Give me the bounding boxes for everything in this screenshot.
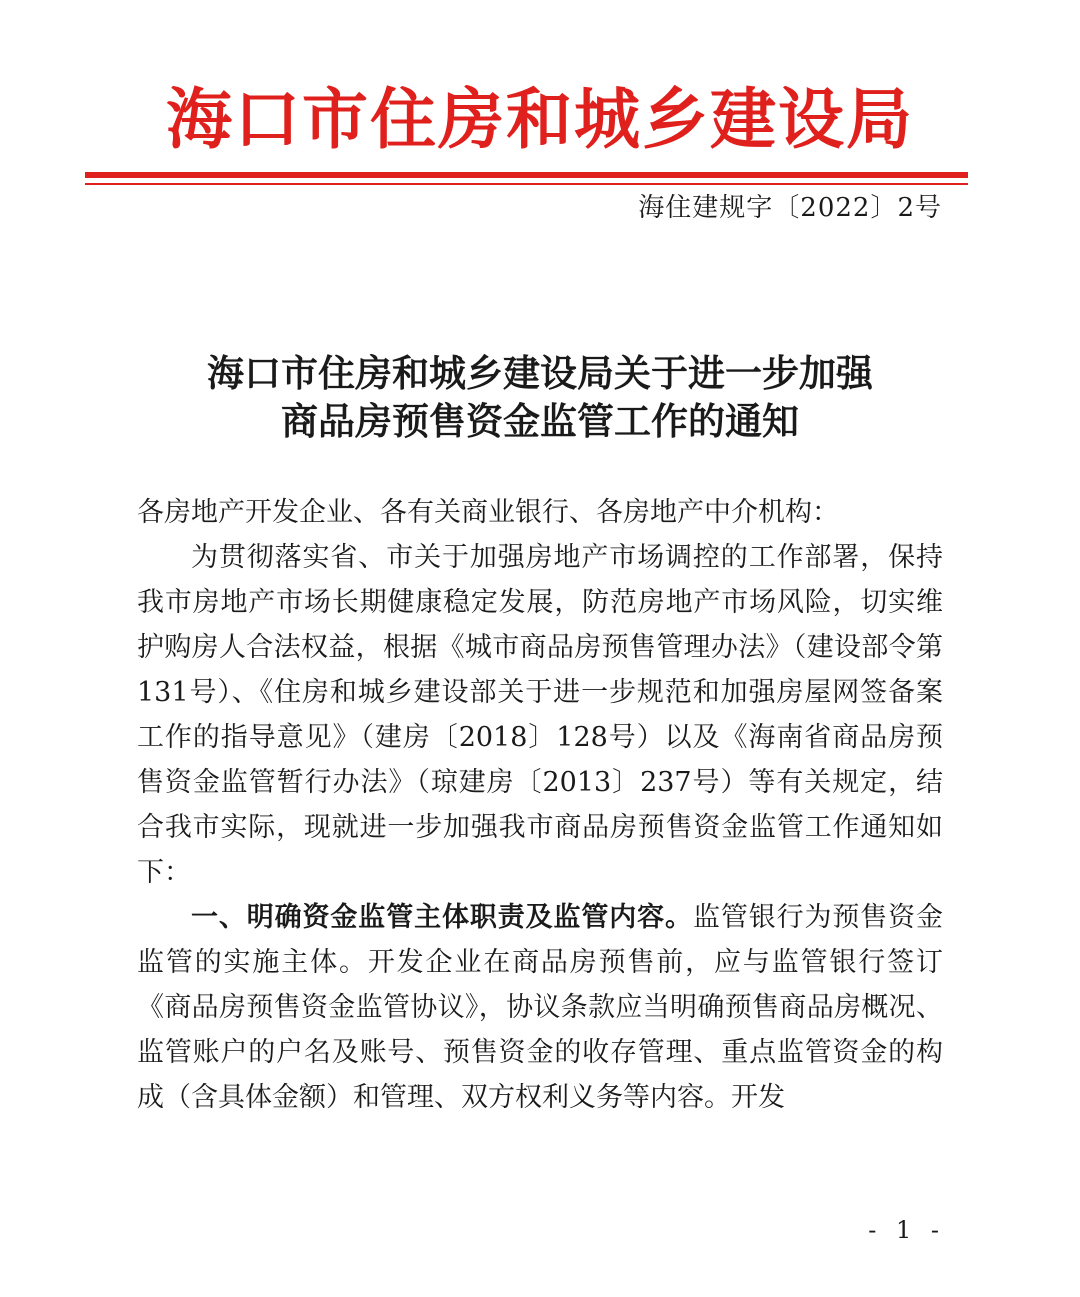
red-divider-thin [85, 183, 968, 185]
section-1-paragraph [137, 895, 943, 1120]
page-number: - 1 - [868, 1216, 945, 1244]
document-body [137, 490, 943, 1120]
section-1-heading: 一、明确资金监管主体职责及监管内容。 [191, 902, 693, 933]
salutation: 各房地产开发企业、各有关商业银行、各房地产中介机构： [137, 497, 839, 528]
issuer-letterhead: 海口市住房和城乡建设局 [166, 81, 914, 158]
red-divider-thick [85, 172, 968, 178]
document-number: 海住建规字〔2022〕2号 [638, 193, 942, 223]
section-1-text: 监管银行为预售资金监管的实施主体。开发企业在商品房预售前，应与监管银行签订《商品房预售资金监管协议》，协议条款应当明确预售商品房概况、监管账户的户名及账号、预售资金的收存管理、重点监管资金的构成（含具体金额）和管理、双方权利义务等内容。开发 [137, 902, 944, 1113]
intro-paragraph: 为贯彻落实省、市关于加强房地产市场调控的工作部署，保持我市房地产市场长期健康稳定发展，防范房地产市场风险，切实维护购房人合法权益，根据《城市商品房预售管理办法》（建设部令第131号）、《住房和城乡建设部关于进一步规范和加强房屋网签备案工作的指导意见》（建房〔2018〕128号）以及《海南省商品房预售资金监管暂行办法》（琼建房〔2013〕237号）等有关规定，结合我市实际，现就进一步加强我市商品房预售资金监管工作通知如下： [137, 542, 943, 888]
document-title [0, 350, 1080, 446]
document-title-line-2: 商品房预售资金监管工作的通知 [281, 400, 799, 443]
document-title-line-1: 海口市住房和城乡建设局关于进一步加强 [207, 352, 873, 395]
